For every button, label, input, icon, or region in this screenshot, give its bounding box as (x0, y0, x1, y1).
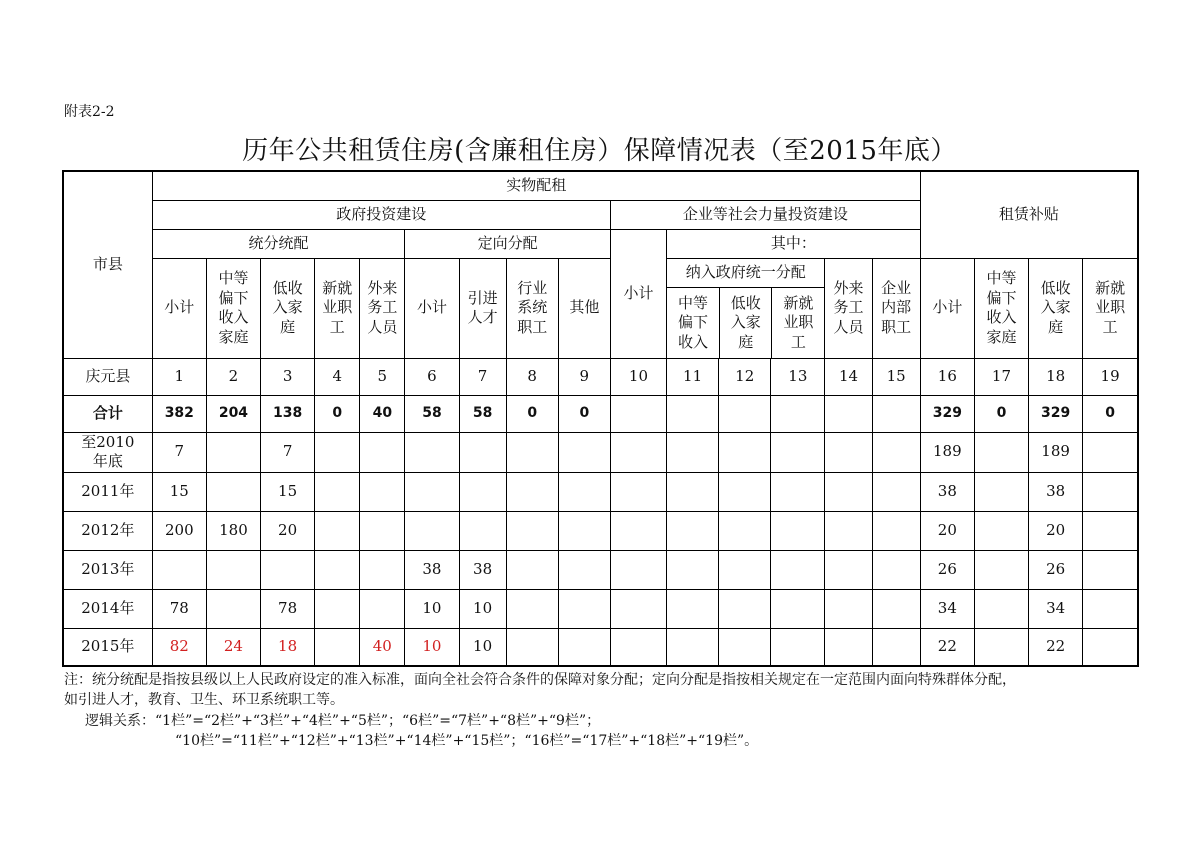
table-cell (315, 432, 360, 472)
header-migrant-ent: 外来 务工 人员 (825, 258, 872, 358)
row-label: 合计 (63, 395, 152, 432)
column-number: 10 (610, 358, 666, 395)
column-number: 19 (1083, 358, 1138, 395)
column-number: 6 (405, 358, 459, 395)
header-other: 其他 (558, 258, 610, 358)
row-label: 2015年 (63, 628, 152, 666)
table-cell: 382 (152, 395, 206, 432)
table-cell (872, 472, 920, 511)
table-cell: 329 (920, 395, 974, 432)
table-cell: 180 (206, 511, 260, 550)
table-cell (667, 550, 719, 589)
table-cell (360, 472, 405, 511)
table-cell: 15 (152, 472, 206, 511)
table-cell (610, 628, 666, 666)
column-number: 16 (920, 358, 974, 395)
table-cell (719, 472, 771, 511)
table-cell: 15 (261, 472, 315, 511)
table-cell (719, 432, 771, 472)
table-cell (206, 589, 260, 628)
header-ent-subtotal: 小计 (610, 229, 666, 358)
header-gov: 政府投资建设 (152, 200, 610, 229)
column-number: 8 (506, 358, 558, 395)
table-cell (405, 472, 459, 511)
table-cell: 26 (1029, 550, 1083, 589)
note-logic-2: “10栏”=“11栏”+“12栏”+“13栏”+“14栏”+“15栏”；“16栏”=“17栏”+“18栏”+“19栏”。 (175, 732, 759, 749)
table-cell (771, 472, 825, 511)
table-cell: 10 (405, 589, 459, 628)
row-label: 至2010 年底 (63, 432, 152, 472)
table-cell (825, 432, 872, 472)
table-cell (360, 589, 405, 628)
header-city: 市县 (63, 171, 152, 358)
header-new-emp-rent: 新就 业职 工 (1083, 258, 1138, 358)
header-new-emp-1: 新就 业职 工 (315, 258, 360, 358)
table-cell: 189 (920, 432, 974, 472)
table-cell (872, 589, 920, 628)
header-directed: 定向分配 (405, 229, 611, 258)
table-cell (610, 472, 666, 511)
table-cell (506, 472, 558, 511)
table-cell (206, 472, 260, 511)
table-cell (667, 628, 719, 666)
header-low-income-ent: 低收 入家 庭 (719, 288, 771, 358)
table-cell (872, 550, 920, 589)
page-title: 历年公共租赁住房(含廉租住房）保障情况表（至2015年底） (242, 136, 957, 166)
table-cell (315, 628, 360, 666)
table-cell (872, 395, 920, 432)
header-new-emp-ent: 新就 业职 工 (783, 293, 814, 351)
table-cell (315, 550, 360, 589)
table-row (63, 550, 1138, 589)
header-subtotal-16: 小计 (920, 258, 974, 358)
table-cell (506, 628, 558, 666)
table-cell (1083, 589, 1138, 628)
table-cell: 138 (261, 395, 315, 432)
table-cell (719, 589, 771, 628)
header-low-income-1: 低收 入家 庭 (261, 258, 315, 358)
row-label: 2014年 (63, 589, 152, 628)
table-cell (974, 472, 1028, 511)
table-cell (667, 432, 719, 472)
table-cell (360, 550, 405, 589)
table-cell (974, 628, 1028, 666)
table-cell (872, 432, 920, 472)
table-cell (261, 550, 315, 589)
table-row (63, 472, 1138, 511)
table-cell: 10 (459, 628, 506, 666)
appendix-label: 附表2-2 (64, 104, 115, 120)
table-cell: 18 (261, 628, 315, 666)
table-cell (825, 550, 872, 589)
column-number: 5 (360, 358, 405, 395)
row-label: 庆元县 (63, 358, 152, 395)
table-cell: 20 (261, 511, 315, 550)
table-cell: 329 (1029, 395, 1083, 432)
table-cell: 10 (405, 628, 459, 666)
table-cell (459, 432, 506, 472)
table-cell (872, 511, 920, 550)
table-cell (206, 432, 260, 472)
table-cell (667, 511, 719, 550)
table-cell (771, 432, 825, 472)
table-cell (459, 472, 506, 511)
table-cell: 10 (459, 589, 506, 628)
table-cell (974, 589, 1028, 628)
notes (64, 670, 1144, 751)
table-cell: 78 (152, 589, 206, 628)
column-number: 11 (667, 358, 719, 395)
column-number-row (63, 358, 1138, 395)
table-cell (360, 511, 405, 550)
table-cell (459, 511, 506, 550)
table-cell (719, 511, 771, 550)
table-cell: 82 (152, 628, 206, 666)
table-cell (315, 589, 360, 628)
into-gov-subtable (667, 259, 824, 358)
header-rent-subsidy: 租赁补贴 (920, 171, 1138, 258)
header-talent: 引进 人才 (459, 258, 506, 358)
table-cell: 40 (360, 628, 405, 666)
row-label: 2011年 (63, 472, 152, 511)
table-cell: 204 (206, 395, 260, 432)
note-logic-1: 逻辑关系：“1栏”=“2栏”+“3栏”+“4栏”+“5栏”；“6栏”=“7栏”+“8栏”+“9栏”； (85, 712, 601, 729)
table-cell (206, 550, 260, 589)
table-row (63, 589, 1138, 628)
table-cell (152, 550, 206, 589)
column-number: 4 (315, 358, 360, 395)
table-cell: 34 (920, 589, 974, 628)
header-middle-low-1: 中等 偏下 收入 家庭 (206, 258, 260, 358)
table-cell (558, 472, 610, 511)
table-cell: 20 (920, 511, 974, 550)
table-cell (506, 511, 558, 550)
table-cell (719, 628, 771, 666)
column-number: 12 (719, 358, 771, 395)
header-middle-low-rent: 中等 偏下 收入 家庭 (974, 258, 1028, 358)
header-into-gov-group (667, 258, 825, 358)
row-label: 2013年 (63, 550, 152, 589)
header-enterprise: 企业等社会力量投资建设 (610, 200, 920, 229)
header-row-1 (63, 171, 1138, 200)
table-cell: 40 (360, 395, 405, 432)
table-cell (1083, 432, 1138, 472)
table-cell (771, 395, 825, 432)
table-cell (974, 550, 1028, 589)
header-physical: 实物配租 (152, 171, 920, 200)
table-cell: 22 (1029, 628, 1083, 666)
table-cell: 38 (920, 472, 974, 511)
header-subtotal-1: 小计 (152, 258, 206, 358)
header-unified: 统分统配 (152, 229, 405, 258)
table-cell (667, 589, 719, 628)
header-subtotal-6: 小计 (405, 258, 459, 358)
table-cell (558, 589, 610, 628)
table-cell (558, 628, 610, 666)
table-cell: 189 (1029, 432, 1083, 472)
table-cell: 34 (1029, 589, 1083, 628)
table-cell (825, 511, 872, 550)
table-cell: 24 (206, 628, 260, 666)
table-row (63, 432, 1138, 472)
table-cell (506, 550, 558, 589)
header-internal: 企业 内部 职工 (872, 258, 920, 358)
header-middle-low-ent: 中等 偏下 收入 (667, 288, 719, 358)
column-number: 3 (261, 358, 315, 395)
table-cell (771, 511, 825, 550)
table-cell: 58 (405, 395, 459, 432)
header-migrant-1: 外来 务工 人员 (360, 258, 405, 358)
table-cell (405, 511, 459, 550)
column-number: 17 (974, 358, 1028, 395)
table-cell: 7 (152, 432, 206, 472)
column-number: 14 (825, 358, 872, 395)
table-cell: 20 (1029, 511, 1083, 550)
table-cell: 0 (974, 395, 1028, 432)
table-cell (974, 511, 1028, 550)
table-cell (771, 589, 825, 628)
column-number: 2 (206, 358, 260, 395)
note-line-1: 注：统分统配是指按县级以上人民政府设定的准入标准，面向全社会符合条件的保障对象分配；定向分配是指按相关规定在一定范围内面向特殊群体分配， (64, 672, 1016, 688)
table-cell: 0 (558, 395, 610, 432)
table-cell (405, 432, 459, 472)
table-cell (1083, 628, 1138, 666)
table-cell: 0 (506, 395, 558, 432)
table-cell (719, 550, 771, 589)
total-row (63, 395, 1138, 432)
table-cell (610, 432, 666, 472)
table-cell (771, 550, 825, 589)
table-cell (506, 589, 558, 628)
table-cell (771, 628, 825, 666)
table-cell (1083, 550, 1138, 589)
table-cell (558, 550, 610, 589)
header-row-4 (63, 258, 1138, 358)
table-cell (610, 550, 666, 589)
table-cell (315, 511, 360, 550)
table-cell: 38 (405, 550, 459, 589)
table-cell (558, 511, 610, 550)
note-line-2: 如引进人才，教育、卫生、环卫系统职工等。 (64, 692, 344, 709)
table-cell (610, 589, 666, 628)
row-label: 2012年 (63, 511, 152, 550)
table-cell: 26 (920, 550, 974, 589)
header-into-gov: 纳入政府统一分配 (667, 259, 824, 288)
table-cell: 58 (459, 395, 506, 432)
table-cell (1083, 472, 1138, 511)
table-cell: 38 (1029, 472, 1083, 511)
table-cell (872, 628, 920, 666)
table-cell: 0 (315, 395, 360, 432)
table-cell (506, 432, 558, 472)
table-cell: 22 (920, 628, 974, 666)
housing-table (62, 170, 1139, 667)
table-cell (610, 395, 666, 432)
table-cell (825, 472, 872, 511)
header-industry: 行业 系统 职工 (506, 258, 558, 358)
table-cell (667, 472, 719, 511)
table-row (63, 511, 1138, 550)
column-number: 1 (152, 358, 206, 395)
table-cell: 38 (459, 550, 506, 589)
table-cell (360, 432, 405, 472)
column-number: 9 (558, 358, 610, 395)
table-cell: 78 (261, 589, 315, 628)
table-cell (825, 589, 872, 628)
column-number: 18 (1029, 358, 1083, 395)
table-cell (1083, 511, 1138, 550)
table-cell: 0 (1083, 395, 1138, 432)
table-cell (825, 395, 872, 432)
column-number: 15 (872, 358, 920, 395)
column-number: 7 (459, 358, 506, 395)
table-row (63, 628, 1138, 666)
table-cell: 200 (152, 511, 206, 550)
header-of-which: 其中： (667, 229, 921, 258)
table-cell: 7 (261, 432, 315, 472)
column-number: 13 (771, 358, 825, 395)
table-cell (558, 432, 610, 472)
header-low-income-rent: 低收 入家 庭 (1029, 258, 1083, 358)
table-cell (974, 432, 1028, 472)
table-cell (610, 511, 666, 550)
table-cell (719, 395, 771, 432)
table-cell (667, 395, 719, 432)
table-cell (315, 472, 360, 511)
table-cell (825, 628, 872, 666)
